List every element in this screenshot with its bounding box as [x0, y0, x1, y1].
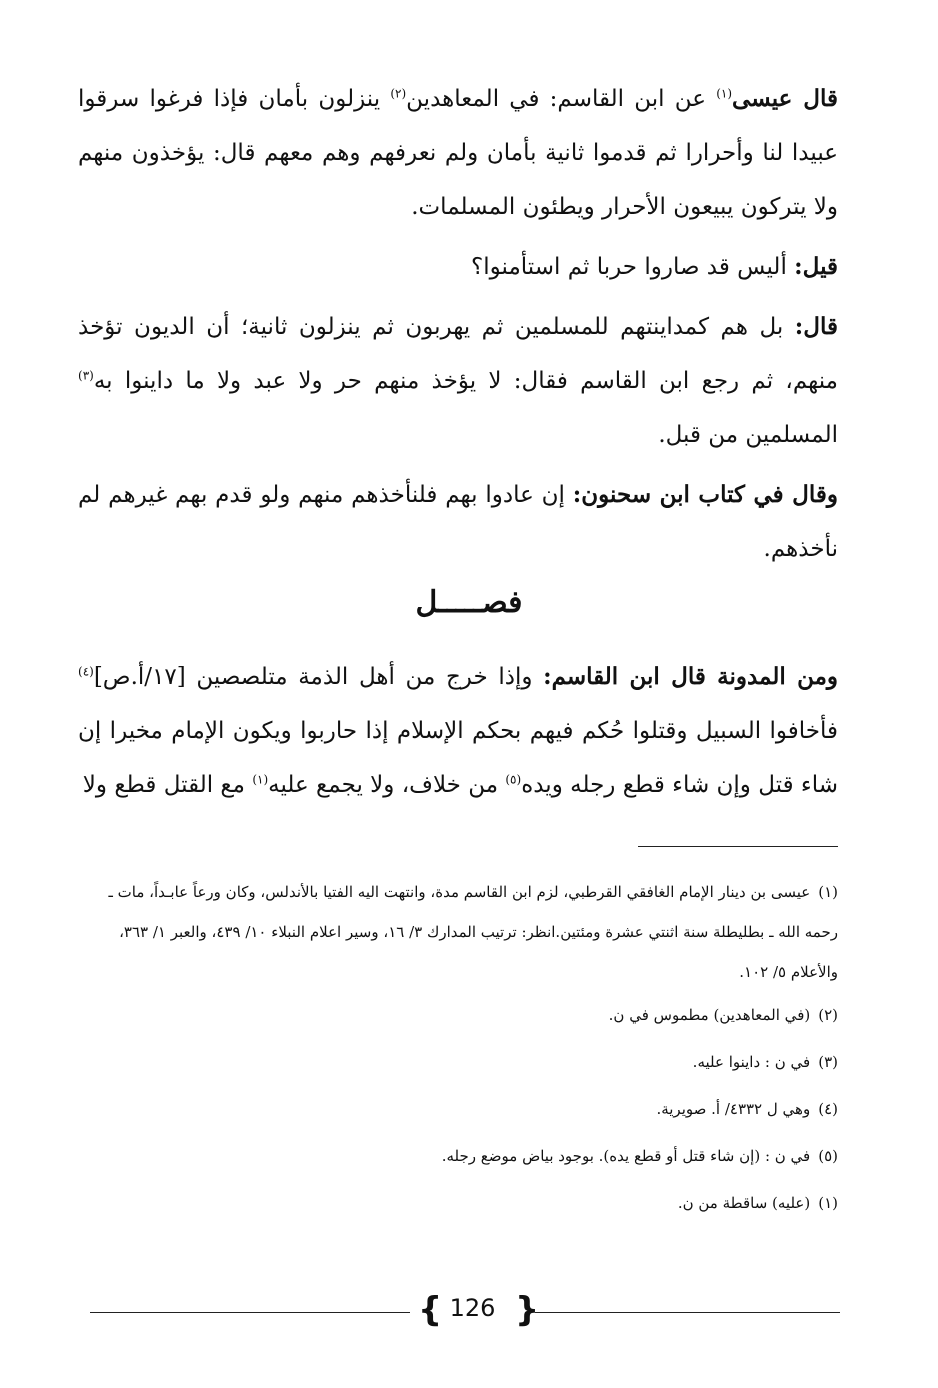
footnote-text: في ن : (إن شاء قتل أو قطع يده). بوجود بياض موضع رجله.	[441, 1147, 811, 1165]
footer-rule-right	[535, 1312, 840, 1313]
main-text	[78, 72, 838, 576]
section-text	[78, 650, 838, 812]
paragraph-text: من خلاف، ولا يجمع عليه	[268, 772, 506, 798]
speaker-label: قال:	[794, 313, 838, 340]
paragraph-text: ينزلون بأمان فإذا فرغوا سرقوا عبيدا لنا وأحرارا ثم قدموا ثانية بأمان ولم نعرفهم وهم معهم قال: يؤخذون منهم ولا يتركون يبيعون الأحرار ويطئون المسلمات.	[78, 86, 838, 220]
paragraph-text: مع القتل قطع ولا	[82, 772, 253, 798]
footnote-ref[interactable]: (٥)	[505, 772, 522, 787]
footnote-number: (٢)	[818, 1006, 838, 1024]
paragraph-text: وإذا خرج من أهل الذمة متلصصين [١٧/أ.ص]	[93, 664, 544, 690]
footnote-ref[interactable]: (١)	[716, 86, 733, 101]
footnote-number: (١)	[818, 883, 838, 901]
footnote-item	[78, 1086, 838, 1133]
footnote-number: (٤)	[818, 1100, 838, 1118]
paragraph-text: المسلمين من قبل.	[658, 422, 838, 448]
paragraph-2	[78, 240, 838, 294]
paragraph-5	[78, 650, 838, 812]
footnote-text: (في المعاهدين) مطموس في ن.	[608, 1006, 811, 1024]
paragraph-4	[78, 468, 838, 576]
footnote-text: في ن : داينوا عليه.	[692, 1053, 811, 1071]
footnote-ref[interactable]: (٣)	[78, 368, 94, 383]
footnote-text: (عليه) ساقطة من ن.	[677, 1194, 811, 1212]
footnote-ref[interactable]: (٢)	[390, 86, 407, 101]
footer-rule-left	[90, 1312, 410, 1313]
footnote-number: (٣)	[818, 1053, 838, 1071]
footnote-item	[78, 1039, 838, 1086]
paragraph-text: أليس قد صاروا حربا ثم استأمنوا؟	[471, 254, 795, 280]
footnote-item	[78, 1133, 838, 1180]
section-heading	[0, 585, 938, 620]
footnote-text: عيسى بن دينار الإمام الغافقي القرطبي، لزم ابن القاسم مدة، وانتهت اليه الفتيا بالأندلس، وكان ورعاً عابـداً، مات ـ رحمه الله ـ بطليطلة سنة اثنتي عشرة ومئتين.انظر: ترتيب المدارك ٣/ ١٦، وسير اعلام النبلاء ١٠/ ٤٣٩، والعبر ١/ ٣٦٣، والأعلام ٥/ ١٠٢.	[108, 883, 838, 981]
footnote-item	[78, 872, 838, 992]
footnote-item	[78, 1180, 838, 1227]
footnote-item	[78, 992, 838, 1039]
speaker-label: وقال في كتاب ابن سحنون:	[572, 481, 838, 508]
footnote-ref[interactable]: (٤)	[78, 664, 94, 679]
paragraph-text: عن ابن القاسم: في المعاهدين	[406, 86, 717, 112]
footnote-number: (١)	[818, 1194, 838, 1212]
footnote-number: (٥)	[818, 1147, 838, 1165]
paragraph-text: بل هم كمداينتهم للمسلمين ثم يهربون ثم ينزلون ثانية؛ أن الديون تؤخذ منهم، ثم رجع ابن القاسم فقال: لا يؤخذ منهم حر ولا عبد ولا ما داينوا به	[78, 314, 838, 394]
page-number-bracket-left: {	[418, 1290, 443, 1330]
paragraph-3	[78, 300, 838, 462]
paragraph-1	[78, 72, 838, 234]
page-number: 126	[449, 1294, 496, 1322]
footnote-divider	[638, 846, 838, 847]
paragraph-text: فأخافوا السبيل وقتلوا حُكم فيهم بحكم الإسلام إذا حاربوا ويكون الإمام مخيرا إن شاء قتل وإن شاء قطع رجله ويده	[78, 718, 838, 798]
paragraph-text: إن عادوا بهم فلنأخذهم منهم ولو قدم بهم غيرهم لم نأخذهم.	[78, 482, 838, 562]
footnotes	[78, 872, 838, 1227]
footnote-text: وهي ل ٤٣٣٢/ أ. صويرية.	[656, 1100, 811, 1118]
speaker-label: قال عيسى	[732, 85, 839, 112]
speaker-label: قيل:	[794, 253, 838, 280]
section-heading-text: فصـــــل	[415, 585, 523, 620]
footnote-ref[interactable]: (١)	[252, 772, 269, 787]
page-number-bracket-right: }	[515, 1290, 540, 1330]
speaker-label: ومن المدونة قال ابن القاسم:	[543, 663, 838, 690]
